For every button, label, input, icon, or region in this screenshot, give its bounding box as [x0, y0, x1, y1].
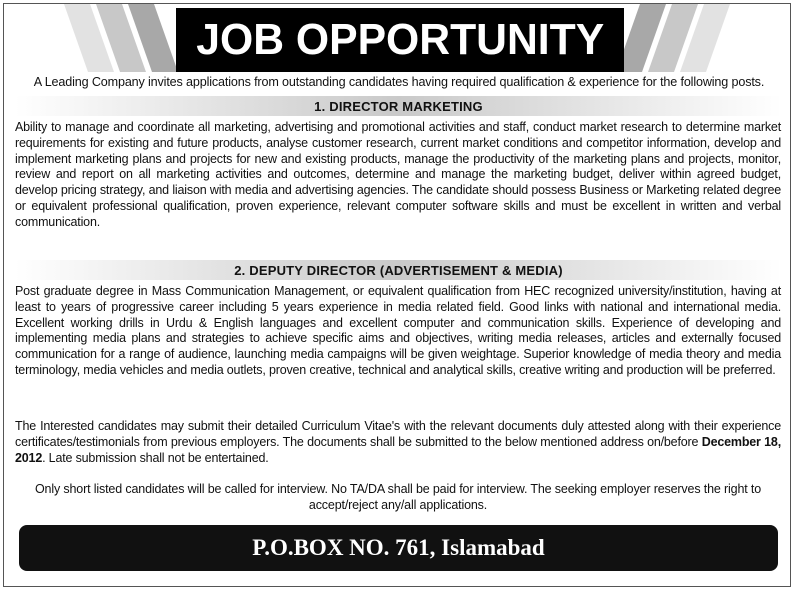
- submission-text-after: . Late submission shall not be entertained.: [42, 450, 269, 465]
- address-box: [19, 525, 778, 571]
- title-box: [176, 8, 624, 72]
- header-banner: [4, 4, 790, 72]
- section-heading-bar: [15, 260, 782, 280]
- page-title: JOB OPPORTUNITY: [196, 15, 604, 64]
- section-body-deputy-director: Post graduate degree in Mass Communication Management, or equivalent qualification from HEC recognized university/institution, having at least to years of progressive career including 5 years experience in media related field. Good links with national and international media. Excellent working drills in Urdu & English languages and excellent computer and communication skills. Experience of developing and implementing media plans and strategies to achieve specific aims and objectives, writing media releases, articles and externally focused communication for a range of audience, launching media campaigns will be given weightage. Superior knowledge of media theory and media terminology, media vehicles and media outlets, proven creative, technical and analytical skills, creative writing and production will be preferred.: [15, 284, 781, 377]
- section-title-deputy-director: 2. DEPUTY DIRECTOR (ADVERTISEMENT & MEDIA): [234, 262, 563, 278]
- section-title-director-marketing: 1. DIRECTOR MARKETING: [314, 98, 483, 114]
- submission-text-before: The Interested candidates may submit their detailed Curriculum Vitae's with the relevant documents duly attested along with their experience certificates/testimonials from previous employers. The documents shall be submitted to the below mentioned address on/before: [15, 419, 781, 449]
- submission-paragraph: [15, 419, 781, 466]
- notice-text: Only short listed candidates will be called for interview. No TA/DA shall be paid for interview. The seeking employer reserves the right to accept/reject any/all applications.: [34, 482, 762, 512]
- section-heading-bar: [15, 96, 782, 116]
- submission-deadline: December 18, 2012: [15, 434, 782, 465]
- address-text: P.O.BOX NO. 761, Islamabad: [252, 535, 545, 560]
- intro-text: A Leading Company invites applications from outstanding candidates having required qualification & experience for the following posts.: [33, 75, 765, 89]
- section-body-director-marketing: Ability to manage and coordinate all marketing, advertising and promotional activities and staff, conduct market research to determine market requirements for existing and future products, analyse customer research, current market conditions and competitor information, develop and implement marketing plans and projects for new and existing products, manage the productivity of the marketing plans and projects, monitor, review and report on all marketing activities and outcomes, determine and manage the marketing budget, deliver within agreed budget, develop pricing strategy, and liaison with media and advertising agencies. The candidate should possess Business or Marketing related degree or equivalent professional qualification, proven experience, relevant computer software skills and must be excellent in written and verbal communication.: [15, 120, 781, 229]
